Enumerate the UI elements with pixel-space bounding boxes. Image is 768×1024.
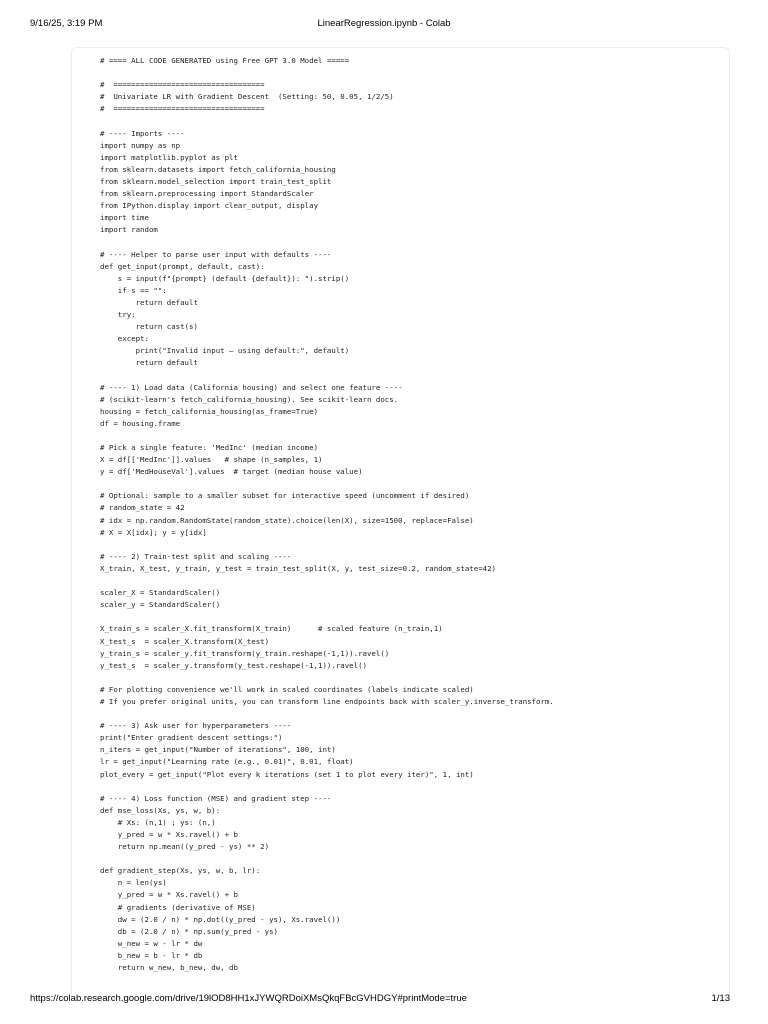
print-footer bbox=[30, 993, 738, 1007]
code-line: # Optional: sample to a smaller subset for interactive speed (uncomment if desired) bbox=[100, 491, 470, 501]
code-line bbox=[100, 672, 723, 684]
code-line: # idx = np.random.RandomState(random_state).choice(len(X), size=1500, replace=False) bbox=[100, 515, 474, 525]
code-line bbox=[100, 478, 723, 490]
code-line: import matplotlib.pyplot as plt bbox=[100, 152, 238, 162]
code-line: # Pick a single feature: 'MedInc' (median income) bbox=[100, 443, 319, 452]
code-line: db = (2.0 / n) * np.sum(y_pred - ys) bbox=[100, 926, 278, 936]
code-line: # ---- Imports ---- bbox=[100, 128, 185, 138]
code-line: import time bbox=[100, 213, 149, 223]
code-line: n_iters = get_input("Number of iterations", 100, int) bbox=[100, 745, 336, 755]
code-line: return w_new, b_new, dw, db bbox=[100, 963, 238, 973]
code-line: w_new = w - lr * dw bbox=[100, 938, 203, 948]
code-line: def gradient_step(Xs, ys, w, b, lr): bbox=[100, 866, 261, 876]
print-datetime: 9/16/25, 3:19 PM bbox=[30, 18, 103, 29]
code-line: housing = fetch_california_housing(as_frame=True) bbox=[100, 406, 319, 416]
code-line: X_train_s = scaler_X.fit_transform(X_train) # scaled feature (n_train,1) bbox=[100, 624, 443, 634]
code-line: # ==== ALL CODE GENERATED using Free GPT 3.0 Model ===== bbox=[100, 56, 350, 65]
code-line: X = df[['MedInc']].values # shape (n_samples, 1) bbox=[100, 455, 323, 465]
code-line: y = df['MedHouseVal'].values # target (median house value) bbox=[100, 467, 363, 477]
code-line bbox=[100, 539, 723, 551]
code-line bbox=[100, 708, 723, 720]
code-line: # ---- 4) Loss function (MSE) and gradient step ---- bbox=[100, 793, 332, 803]
code-line: y_pred = w * Xs.ravel() + b bbox=[100, 890, 238, 900]
code-line: # ---- Helper to parse user input with defaults ---- bbox=[100, 249, 332, 259]
page-url: https://colab.research.google.com/drive/19lOD8HH1xJYWQRDoiXMsQkqFBcGVHDGY#printMode=true bbox=[30, 993, 467, 1004]
code-line: return np.mean((y_pred - ys) ** 2) bbox=[100, 842, 270, 852]
code-line: import random bbox=[100, 225, 158, 235]
code-editor[interactable] bbox=[100, 55, 723, 974]
code-line: # ---- 2) Train-test split and scaling ---- bbox=[100, 551, 292, 561]
code-line: s = input(f"{prompt} (default {default}): ").strip() bbox=[100, 273, 350, 283]
code-line: print("Invalid input — using default:", default) bbox=[100, 346, 350, 356]
code-line: # For plotting convenience we'll work in scaled coordinates (labels indicate scaled) bbox=[100, 684, 474, 694]
code-line bbox=[100, 781, 723, 793]
code-line: scaler_X = StandardScaler() bbox=[100, 588, 221, 598]
code-line: plot_every = get_input("Plot every k iterations (set 1 to plot every iter)", 1, int) bbox=[100, 769, 474, 779]
code-line: y_train_s = scaler_y.fit_transform(y_train.reshape(-1,1)).ravel() bbox=[100, 648, 390, 658]
code-line bbox=[100, 369, 723, 381]
code-line: if s == "": bbox=[100, 285, 167, 295]
code-line: df = housing.frame bbox=[100, 418, 181, 428]
page-number: 1/13 bbox=[711, 993, 730, 1004]
code-line: # random_state = 42 bbox=[100, 503, 185, 513]
code-line: y_pred = w * Xs.ravel() + b bbox=[100, 830, 238, 839]
code-line bbox=[100, 575, 723, 587]
code-line: from sklearn.preprocessing import StandardScaler bbox=[100, 189, 314, 199]
code-line: from IPython.display import clear_output, display bbox=[100, 201, 319, 211]
code-line: return default bbox=[100, 358, 198, 368]
code-line: n = len(ys) bbox=[100, 878, 167, 888]
code-line: scaler_y = StandardScaler() bbox=[100, 600, 221, 610]
code-line: # ================================== bbox=[100, 80, 265, 90]
code-line bbox=[100, 67, 723, 79]
code-line: # If you prefer original units, you can transform line endpoints back with scaler_y.inverse_transform. bbox=[100, 696, 554, 706]
code-line: import numpy as np bbox=[100, 140, 181, 150]
code-line bbox=[100, 853, 723, 865]
code-line: return default bbox=[100, 297, 198, 307]
code-line: print("Enter gradient descent settings:") bbox=[100, 733, 283, 743]
code-line: return cast(s) bbox=[100, 322, 198, 332]
code-line: def mse_loss(Xs, ys, w, b): bbox=[100, 805, 221, 815]
print-header bbox=[30, 18, 738, 32]
code-line: y_test_s = scaler_y.transform(y_test.reshape(-1,1)).ravel() bbox=[100, 660, 367, 670]
code-line: # X = X[idx]; y = y[idx] bbox=[100, 527, 207, 537]
code-line: # ---- 3) Ask user for hyperparameters ---- bbox=[100, 721, 292, 731]
code-line: def get_input(prompt, default, cast): bbox=[100, 261, 265, 271]
code-line: # Univariate LR with Gradient Descent (Setting: 50, 0.05, 1/2/5) bbox=[100, 92, 394, 102]
code-line bbox=[100, 611, 723, 623]
code-line: except: bbox=[100, 334, 149, 344]
code-line: dw = (2.0 / n) * np.dot((y_pred - ys), Xs.ravel()) bbox=[100, 914, 341, 924]
code-cell[interactable] bbox=[71, 47, 730, 997]
code-line: # ---- 1) Load data (California housing) and select one feature ---- bbox=[100, 382, 403, 392]
code-line: X_train, X_test, y_train, y_test = train_test_split(X, y, test_size=0.2, random_state=42) bbox=[100, 563, 497, 573]
code-line: # gradients (derivative of MSE) bbox=[100, 902, 256, 912]
code-line bbox=[100, 430, 723, 442]
code-line: # Xs: (n,1) ; ys: (n,) bbox=[100, 817, 216, 827]
code-line: b_new = b - lr * db bbox=[100, 950, 203, 960]
code-line: X_test_s = scaler_X.transform(X_test) bbox=[100, 636, 270, 646]
code-line: # (scikit-learn's fetch_california_housing). See scikit-learn docs. bbox=[100, 394, 399, 404]
code-line bbox=[100, 236, 723, 248]
code-line: from sklearn.datasets import fetch_california_housing bbox=[100, 164, 336, 174]
code-line: # ================================== bbox=[100, 104, 265, 114]
code-line: from sklearn.model_selection import train_test_split bbox=[100, 176, 332, 186]
code-line bbox=[100, 115, 723, 127]
document-title: LinearRegression.ipynb - Colab bbox=[317, 18, 451, 29]
code-line: try: bbox=[100, 309, 136, 319]
code-line: lr = get_input("Learning rate (e.g., 0.01)", 0.01, float) bbox=[100, 757, 354, 767]
